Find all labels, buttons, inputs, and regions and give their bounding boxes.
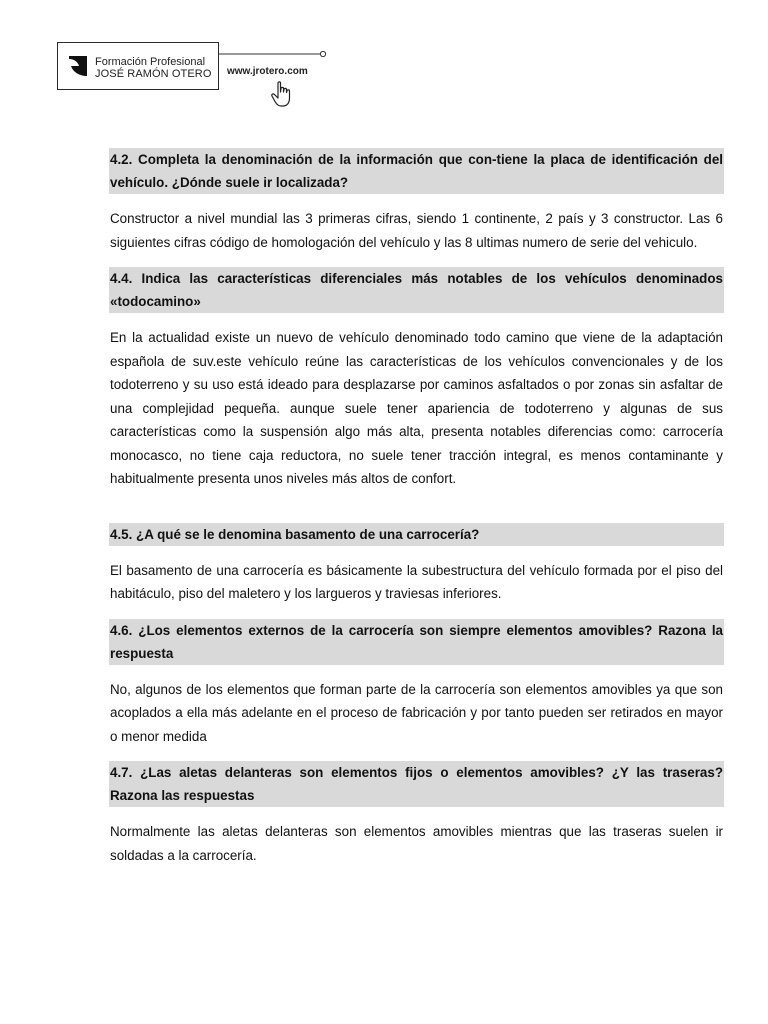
answer-paragraph: El basamento de una carrocería es básicamente la subestructura del vehículo formada por el piso del habitáculo, piso del maletero y los largueros y traviesas inferiores. <box>110 562 723 601</box>
question-heading: 4.6. ¿Los elementos externos de la carrocería son siempre elementos amovibles? Razona la respuesta <box>109 619 724 665</box>
question-heading: 4.7. ¿Las aletas delanteras son elementos fijos o elementos amovibles? ¿Y las traseras? Razona las respuestas <box>109 761 724 807</box>
logo-text-line1: Formación Profesional <box>95 56 206 68</box>
answer-paragraph: En la actualidad existe un nuevo de vehículo denominado todo camino que viene de la adaptación española de suv.este vehículo reúne las características de los vehículos convencionales y de los todoterreno y su uso está ideado para desplazarse por caminos asfaltados o por zonas sin asfaltar de una complejidad pequeña. aunque suele tener apariencia de todoterreno y algunas de sus características como la suspensión algo más alta, presenta notables diferencias como: carrocería monocasco, no tiene caja reductora, no suele tener tracción integral, es menos contaminante y habitualmente presenta unos niveles más altos de confort. <box>110 330 723 486</box>
connector-line <box>219 50 327 58</box>
answer-paragraph: Constructor a nivel mundial las 3 primeras cifras, siendo 1 continente, 2 país y 3 constructor. Las 6 siguientes cifras código de homologación del vehículo y las 8 ultimas numero de serie del vehiculo. <box>110 211 723 250</box>
question-heading: 4.2. Completa la denominación de la información que con-tiene la placa de identificación del vehículo. ¿Dónde suele ir localizada? <box>109 148 724 194</box>
leaf-logo-icon <box>67 54 89 78</box>
answer-paragraph: Normalmente las aletas delanteras son elementos amovibles mientras que las traseras suelen ir soldadas a la carrocería. <box>110 824 723 863</box>
question-heading: 4.5. ¿A qué se le denomina basamento de una carrocería? <box>109 523 724 546</box>
document-content <box>109 148 724 867</box>
website-link[interactable]: www.jrotero.com <box>227 66 308 77</box>
pointer-hand-icon <box>270 80 296 108</box>
logo-text-line2: JOSÉ RAMÓN OTERO <box>95 68 212 80</box>
logo-box <box>57 42 219 90</box>
answer-paragraph: No, algunos de los elementos que forman parte de la carrocería son elementos amovibles ya que son acoplados a ella más adelante en el proceso de fabricación y por tanto pueden ser retirados en mayor o menor medida <box>110 681 723 744</box>
question-heading: 4.4. Indica las características diferenciales más notables de los vehículos denominados «todocamino» <box>109 267 724 313</box>
